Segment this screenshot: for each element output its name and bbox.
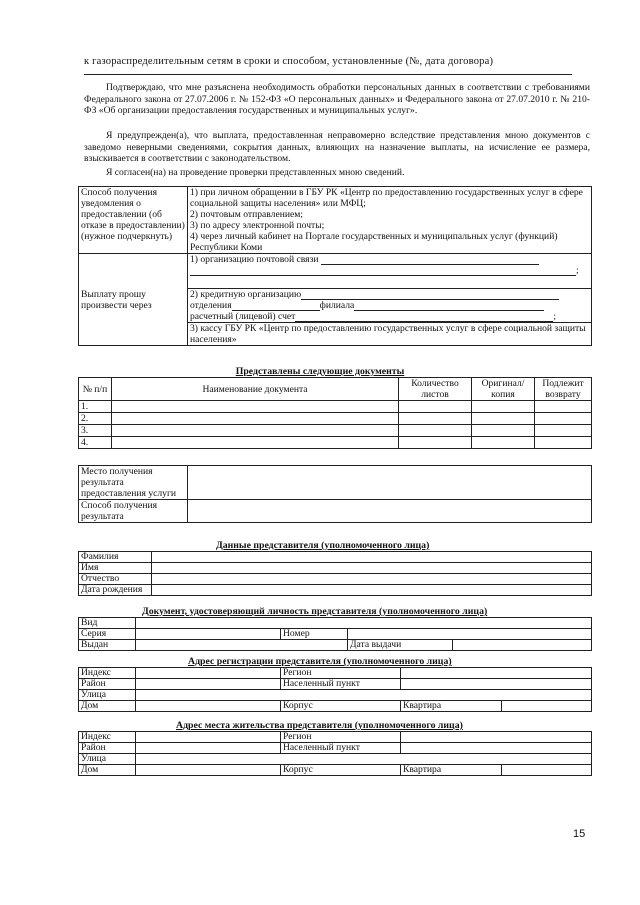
doc-kind-label: Вид xyxy=(79,618,136,629)
notify-label: Способ получения уведомления о предоставлении (об отказе в предоставлении) (нужное подчеркнуть) xyxy=(79,187,188,254)
id-doc-title: Документ, удостоверяющий личность представителя (уполномоченного лица) xyxy=(142,606,488,617)
notify-option-3[interactable]: 3) по адресу электронной почты; xyxy=(190,220,325,231)
registration-address-table: Индекс Регион Район Населенный пункт Улица Дом Корпус Квартира xyxy=(78,667,592,712)
id-document-table xyxy=(78,617,592,651)
payment-bank: 2) кредитную организацию xyxy=(190,289,302,300)
post-org-field[interactable] xyxy=(321,255,539,265)
result-table xyxy=(78,465,592,523)
notify-option-2[interactable]: 2) почтовым отправлением; xyxy=(190,209,303,220)
payment-filial: филиала xyxy=(319,300,355,311)
consent-paragraph-warning: Я предупрежден(а), что выплата, предоставленная неправомерно вследствие представления мною документов с заведомо неверными сведениями, сокрытия данных, влияющих на назначение выплаты, на исчисление ее размера, взыскивается в соответствии с законодательством. xyxy=(84,130,590,165)
result-method-field[interactable] xyxy=(188,500,592,523)
payment-options xyxy=(188,254,592,346)
docs-title: Представлены следующие документы xyxy=(235,366,405,377)
notify-option-4[interactable]: 4) через личный кабинет на Портале государственных и муниципальных услуг (функций) Республики Коми xyxy=(190,231,558,253)
field-patronymic-label: Отчество xyxy=(79,574,152,585)
documents-table xyxy=(78,377,592,449)
col-original-copy: Оригинал/копия xyxy=(472,378,535,401)
filial-field[interactable] xyxy=(354,301,544,311)
representative-table xyxy=(78,551,592,596)
consent-paragraph-pd: Подтверждаю, что мне разъяснена необходимость обработки персональных данных в соответствии с требованиями Федерального закона от 27.07.2006 г. № 152-ФЗ «О персональных данных» и Федерального закона от 27.07.2010 г. № 210-ФЗ «Об организации предоставления государственных и муниципальных услуг». xyxy=(84,82,590,117)
doc-issued-label: Выдан xyxy=(79,640,136,651)
field-surname-label: Фамилия xyxy=(79,552,152,563)
doc-series-field[interactable] xyxy=(136,629,281,640)
notification-payment-table xyxy=(78,186,592,346)
payment-post: 1) организацию почтовой связи xyxy=(190,254,319,265)
reg-addr-title: Адрес регистрации представителя (уполномоченного лица) xyxy=(188,656,452,667)
payment-cash[interactable]: 3) кассу ГБУ РК «Центр по предоставлению государственных услуг в сфере социальной защиты населения» xyxy=(190,323,586,345)
consent-paragraph-check: Я согласен(на) на проведение проверки представленных мною сведений. xyxy=(106,167,405,178)
surname-field[interactable] xyxy=(152,552,592,563)
semicolon: ; xyxy=(576,265,579,276)
col-sheets: Количество листов xyxy=(399,378,472,401)
table-row: 4. xyxy=(79,437,592,449)
doc-issue-date-label: Дата выдачи xyxy=(348,640,453,651)
branch-field[interactable] xyxy=(232,301,320,311)
post-org-field-2[interactable] xyxy=(190,266,576,276)
doc-number-field[interactable] xyxy=(348,629,592,640)
table-row: 1. xyxy=(79,401,592,413)
notify-option-1[interactable]: 1) при личном обращении в ГБУ РК «Центр по предоставлению государственных услуг в сфере социальной защиты населения» или МФЦ; xyxy=(190,187,583,209)
rep-title: Данные представителя (уполномоченного лица) xyxy=(216,540,430,551)
field-name-label: Имя xyxy=(79,563,152,574)
bank-field[interactable] xyxy=(301,290,559,300)
payment-account: расчетный (лицевой) счет xyxy=(190,311,296,322)
patronymic-field[interactable] xyxy=(152,574,592,585)
table-row: 2. xyxy=(79,413,592,425)
birthdate-field[interactable] xyxy=(152,585,592,596)
col-number: № п/п xyxy=(79,378,112,401)
notify-options xyxy=(188,187,592,254)
doc-kind-field[interactable] xyxy=(136,618,592,629)
col-return: Подлежит возврату xyxy=(535,378,592,401)
name-field[interactable] xyxy=(152,563,592,574)
page-number: 15 xyxy=(573,828,586,840)
payment-branch: отделения xyxy=(190,300,232,311)
doc-issue-date-field[interactable] xyxy=(453,640,592,651)
doc-number-label: Номер xyxy=(281,629,348,640)
account-field[interactable] xyxy=(295,312,553,322)
live-addr-title: Адрес места жительства представителя (уполномоченного лица) xyxy=(176,720,463,731)
top-line: к газораспределительным сетям в сроки и способом, установленные (№, дата договора) xyxy=(84,56,494,67)
contract-number-line[interactable] xyxy=(84,74,572,75)
doc-issued-field[interactable] xyxy=(136,640,348,651)
payment-label: Выплату прошу произвести через xyxy=(79,254,188,346)
result-place-field[interactable] xyxy=(188,466,592,500)
doc-series-label: Серия xyxy=(79,629,136,640)
result-method-label: Способ получения результата xyxy=(79,500,188,523)
table-row: 3. xyxy=(79,425,592,437)
semicolon: ; xyxy=(553,311,557,322)
result-place-label: Место получения результата предоставления услуги xyxy=(79,466,188,500)
field-birthdate-label: Дата рождения xyxy=(79,585,152,596)
residence-address-table: Индекс Регион Район Населенный пункт Улица Дом Корпус Квартира xyxy=(78,731,592,776)
col-doc-name: Наименование документа xyxy=(112,378,399,401)
